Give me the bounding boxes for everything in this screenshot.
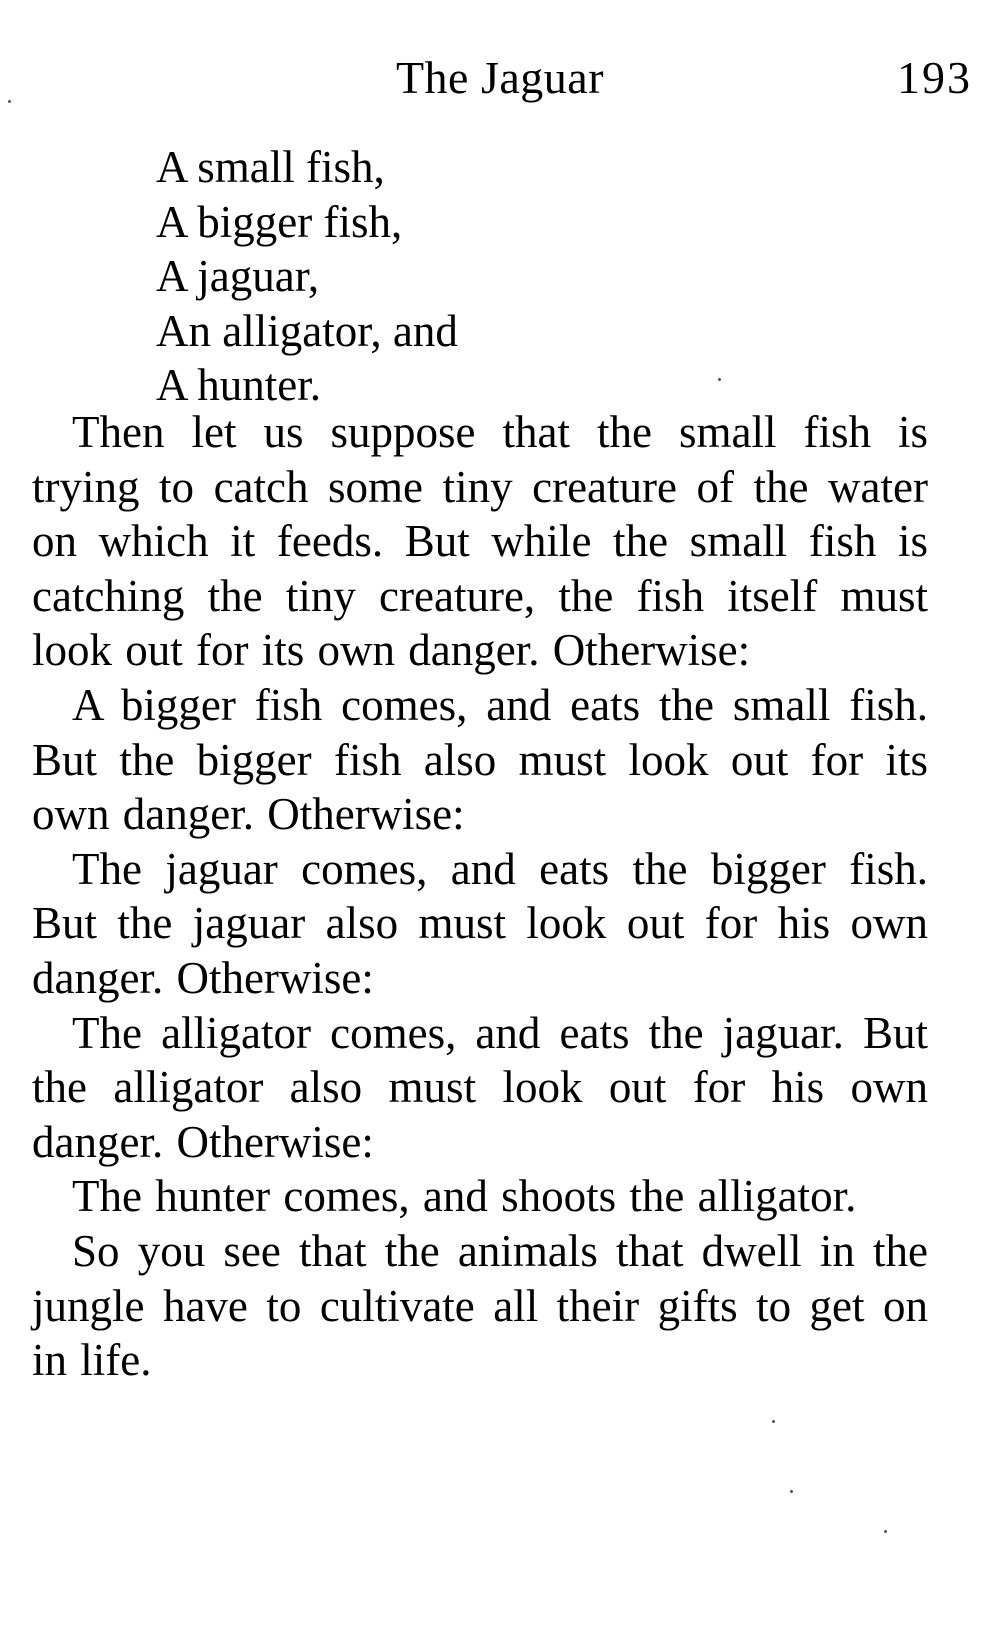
scan-speck xyxy=(8,100,11,103)
food-chain-list xyxy=(156,140,856,413)
page-header xyxy=(0,48,1000,108)
scan-speck xyxy=(884,1530,887,1533)
paragraph: A bigger fish comes, and eats the small fish. But the bigger fish also must look out for its own danger. Otherwise: xyxy=(32,679,928,840)
running-head: The Jaguar xyxy=(395,52,605,103)
paragraph: The alligator comes, and eats the jaguar. But the alligator also must look out for his own danger. Otherwise: xyxy=(32,1007,928,1167)
list-item: A bigger fish, xyxy=(156,196,403,247)
scan-speck xyxy=(772,1420,775,1423)
list-item: A hunter. xyxy=(156,360,321,411)
paragraph: The hunter comes, and shoots the alligator. xyxy=(72,1171,857,1222)
paragraph: So you see that the animals that dwell in the jungle have to cultivate all their gifts to get on in life. xyxy=(32,1225,928,1386)
scan-speck xyxy=(790,1490,793,1493)
list-item: An alligator, and xyxy=(156,305,458,356)
list-item: A jaguar, xyxy=(156,251,320,302)
scan-speck xyxy=(718,378,721,381)
paragraph: The jaguar comes, and eats the bigger fish. But the jaguar also must look out for his own danger. Otherwise: xyxy=(32,843,928,1003)
list-item: A small fish, xyxy=(156,142,385,192)
page-number: 193 xyxy=(897,52,972,103)
paragraph: Then let us suppose that the small fish is trying to catch some tiny creature of the water on which it feeds. But while the small fish is catching the tiny creature, the fish itself must look out for its own danger. Otherwise: xyxy=(32,407,928,676)
body-text xyxy=(32,405,928,1388)
